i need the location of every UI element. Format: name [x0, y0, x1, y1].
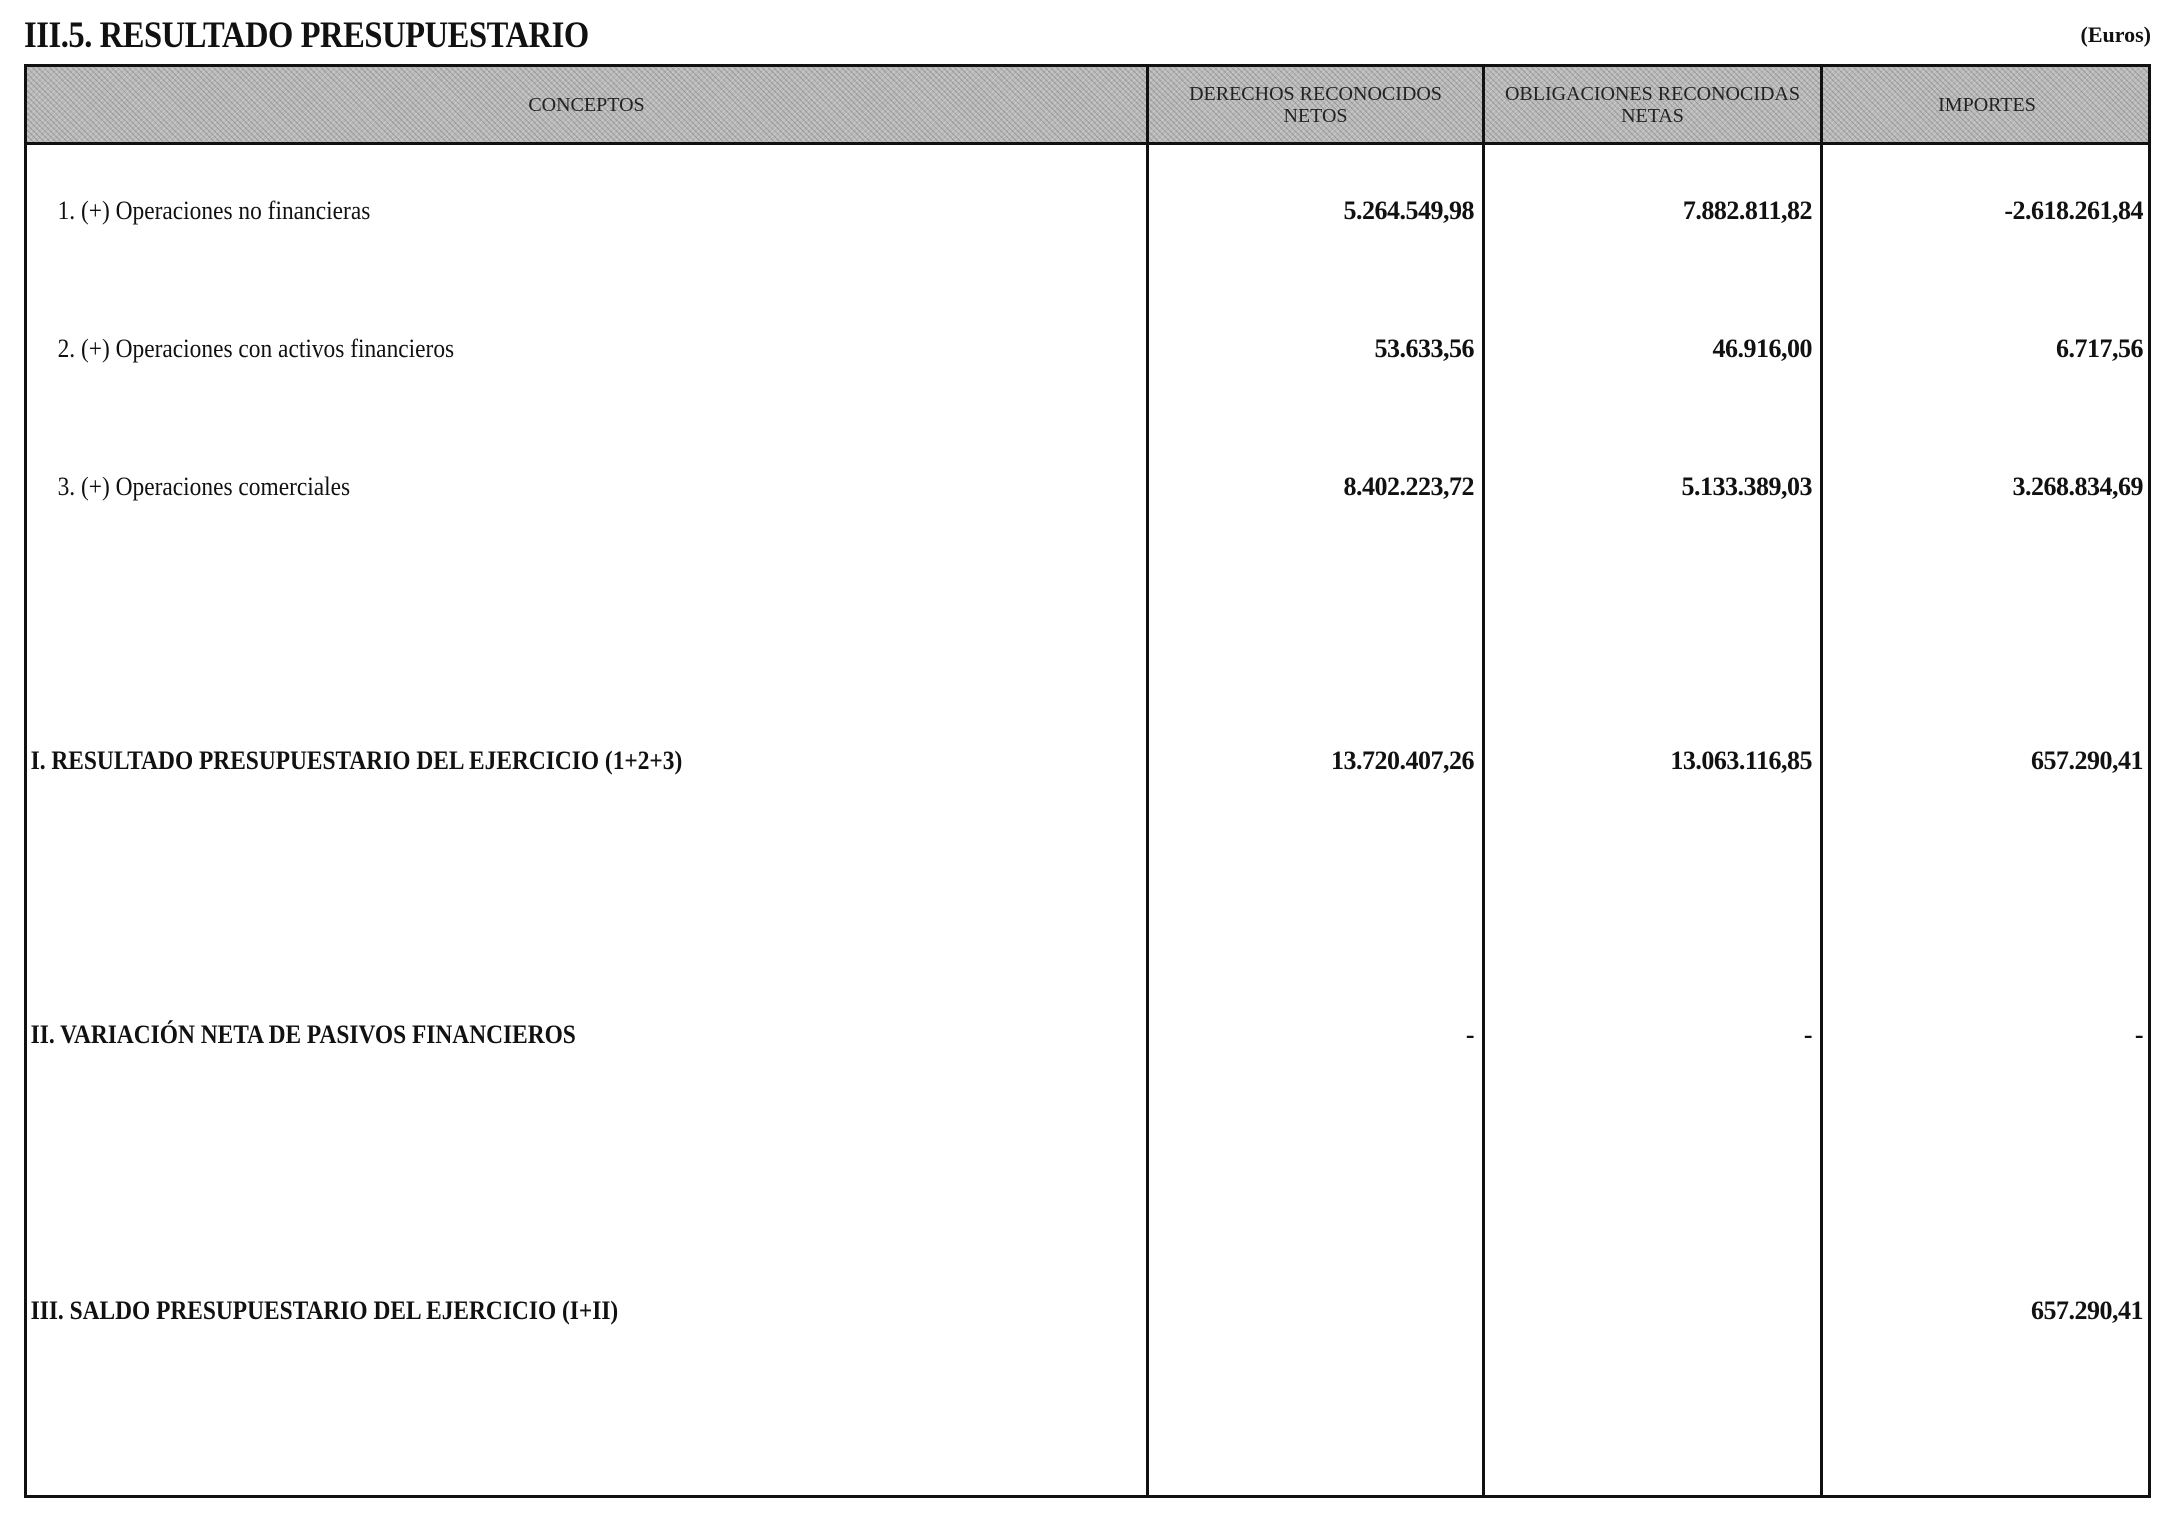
row-amount-value: 657.290,41: [2031, 746, 2143, 775]
row-concept: III. SALDO PRESUPUESTARIO DEL EJERCICIO (I+II): [30, 1296, 619, 1325]
header-concepts-label: CONCEPTOS: [528, 93, 645, 116]
row-amount-value: 657.290,41: [2031, 1296, 2143, 1325]
row-obligations-value: 46.916,00: [1712, 334, 1812, 363]
table-row: [27, 1015, 2148, 1055]
row-rights-value: 5.264.549,98: [1343, 196, 1474, 225]
header-rights-line1: DERECHOS RECONOCIDOS: [1189, 82, 1442, 105]
row-concept: 1. (+) Operaciones no financieras: [57, 196, 371, 225]
row-rights-value: -: [1465, 1020, 1474, 1049]
row-obligations-value: 7.882.811,82: [1682, 196, 1812, 225]
row-concept: II. VARIACIÓN NETA DE PASIVOS FINANCIEROS: [30, 1020, 576, 1049]
row-amount-value: 6.717,56: [2056, 334, 2143, 363]
column-divider: [1482, 67, 1485, 1495]
table-row: [27, 191, 2148, 231]
row-concept: I. RESULTADO PRESUPUESTARIO DEL EJERCICIO (1+2+3): [30, 746, 683, 775]
header-concepts: [27, 67, 1146, 142]
row-obligations-value: 5.133.389,03: [1681, 472, 1812, 501]
header-amounts: [1823, 67, 2151, 142]
header-obligations: [1485, 67, 1820, 142]
row-rights-value: 8.402.223,72: [1343, 472, 1474, 501]
header-rights: [1149, 67, 1482, 142]
row-concept: 3. (+) Operaciones comerciales: [57, 472, 351, 501]
header-obligations-line2: NETAS: [1621, 104, 1684, 127]
header-amounts-label: IMPORTES: [1938, 93, 2036, 116]
row-rights-value: 13.720.407,26: [1331, 746, 1474, 775]
table-header: [27, 67, 2148, 145]
table-row: [27, 741, 2148, 781]
header-obligations-line1: OBLIGACIONES RECONOCIDAS: [1504, 82, 1800, 105]
page-title: III.5. RESULTADO PRESUPUESTARIO: [24, 15, 589, 56]
table-row: [27, 329, 2148, 369]
row-amount-value: 3.268.834,69: [2012, 472, 2143, 501]
column-divider: [1820, 67, 1823, 1495]
row-obligations-value: -: [1803, 1020, 1812, 1049]
row-concept: 2. (+) Operaciones con activos financieros: [57, 334, 455, 363]
header-rights-line2: NETOS: [1283, 104, 1348, 127]
units-label: (Euros): [2080, 22, 2151, 47]
row-amount-value: -: [2134, 1020, 2143, 1049]
row-rights-value: 53.633,56: [1374, 334, 1474, 363]
column-divider: [1146, 67, 1149, 1495]
budget-result-table: [24, 64, 2151, 1498]
table-row: [27, 1291, 2148, 1331]
table-row: [27, 467, 2148, 507]
row-obligations-value: 13.063.116,85: [1670, 746, 1812, 775]
row-amount-value: -2.618.261,84: [2004, 196, 2143, 225]
